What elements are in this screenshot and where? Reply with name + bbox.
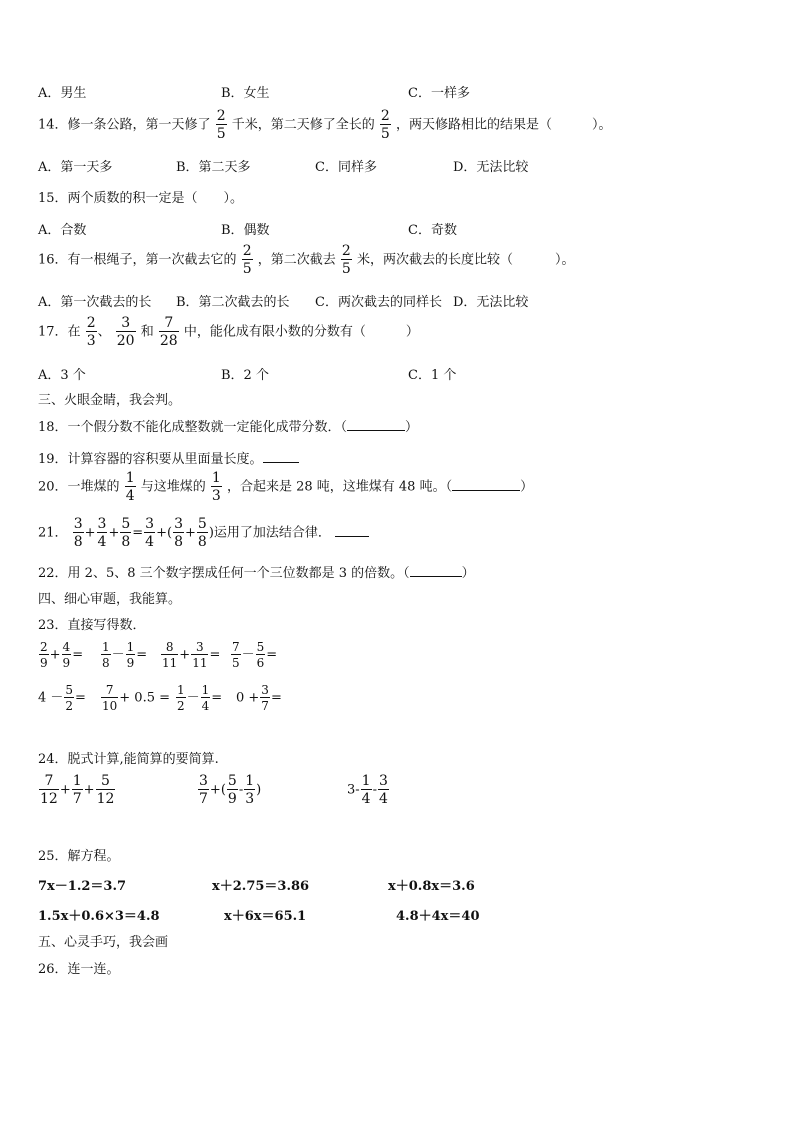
q13-option-c: C．一样多 [408,86,470,101]
q20-end: ） [520,479,534,495]
q14-fraction-1: $\frac{2}{5}$ [216,108,226,142]
q21-frac-c: $\frac{5}{8}$ [121,516,131,550]
question-16 [38,244,575,276]
q15-option-c: C．奇数 [408,223,457,238]
q16-option-a: A．第一次截去的长 [38,295,152,310]
q21-plus-2: + [108,525,120,541]
q21-plus-3: + [184,525,196,541]
q24-title: 24．脱式计算,能简算的要简算. [38,752,219,767]
q17-fraction-1: $\frac{2}{3}$ [86,315,96,349]
section-4-heading: 四、细心审题，我能算。 [38,592,182,607]
q17-option-a: A．3 个 [38,368,86,383]
q16-text-1: 16．有一根绳子，第一次截去它的 [38,252,237,268]
q17-text-1: 17．在 [38,324,81,340]
question-22 [38,562,475,581]
q23-item-6: $\frac{7}{10}$ + 0.5 = [102,683,171,713]
q14-text-4: ）。 [591,117,612,133]
question-18 [38,416,418,435]
q14-option-d: D．无法比较 [453,160,529,175]
q21-paren-open: +( [156,525,173,541]
q13-option-b: B．女生 [221,86,270,101]
q16-text-2: ，第二次截去 [257,252,336,268]
q25-equation-2: x＋2.75＝3.86 [212,879,310,894]
q21-frac-a2: $\frac{3}{8}$ [174,516,183,550]
q23-item-8: 0 + $\frac{3}{7}$ = [236,683,282,713]
question-19 [38,448,299,467]
q17-fraction-3: $\frac{7}{28}$ [159,315,178,349]
q19-answer-blank[interactable] [263,462,299,463]
q21-paren-close: ) [208,525,214,541]
q13-option-a: A．男生 [38,86,87,101]
q18-text: 18．一个假分数不能化成整数就一定能化成带分数．（ [38,420,348,435]
q17-option-c: C．1 个 [408,368,457,383]
q20-text-2: 与这堆煤的 [140,479,206,495]
q16-option-c: C．两次截去的同样长 [315,295,442,310]
q20-fraction-2: $\frac{1}{3}$ [211,470,221,504]
q17-option-b: B．2 个 [221,368,269,383]
q22-text: 22．用 2、5、8 三个数字摆成任何一个三位数都是 3 的倍数。（ [38,566,410,581]
q23-title: 23．直接写得数． [38,618,146,633]
q21-frac-b2: $\frac{3}{4}$ [145,516,155,550]
q16-fraction-1: $\frac{2}{5}$ [242,243,252,277]
q23-item-7: $\frac{1}{2}$ － $\frac{1}{4}$ = [177,683,223,713]
q23-item-4: $\frac{7}{5}$ － $\frac{5}{6}$ = [232,640,278,670]
q21-frac-a: $\frac{3}{8}$ [73,516,83,550]
q25-equation-6: 4.8＋4x＝40 [396,909,480,924]
q14-text-2: 千米，第二天修了全长的 [231,117,375,133]
q14-text-1: 14．修一条公路，第一天修了 [38,117,211,133]
q25-equation-5: x＋6x＝65.1 [224,909,307,924]
question-15: 15．两个质数的积一定是（ ）。 [38,191,244,206]
q21-equals: = [132,525,144,541]
q23-item-2: $\frac{1}{8}$ － $\frac{1}{9}$ = [102,640,148,670]
q21-answer-blank[interactable] [335,536,369,537]
question-26: 26．连一连。 [38,962,120,977]
q14-text-3: ，两天修路相比的结果是（ [395,117,552,133]
q24-expr-1: $\frac{7}{12}$ + $\frac{1}{7}$ + $\frac{5}{12}$ [40,773,115,807]
q23-item-1: $\frac{2}{9}$ + $\frac{4}{9}$ = [40,640,84,670]
q14-fraction-2: $\frac{2}{5}$ [380,108,390,142]
section-5-heading: 五、心灵手巧，我会画 [38,935,169,950]
q21-frac-c2: $\frac{5}{8}$ [197,516,207,550]
question-21 [38,517,369,549]
q18-end: ） [405,420,419,435]
q20-text-3: ，合起来是 28 吨，这堆煤有 48 吨。（ [226,479,453,495]
section-3-heading: 三、火眼金睛，我会判。 [38,393,182,408]
q21-frac-b: $\frac{3}{4}$ [97,516,107,550]
q17-fraction-2: $\frac{3}{20}$ [116,315,135,349]
question-17 [38,316,419,348]
q25-equation-3: x＋0.8x＝3.6 [388,879,475,894]
q16-text-4: ）。 [554,252,575,268]
q14-option-b: B．第二天多 [176,160,251,175]
q25-equation-1: 7x－1.2＝3.7 [38,879,127,894]
q14-option-c: C．同样多 [315,160,377,175]
q19-text: 19．计算容器的容积要从里面量长度。 [38,452,263,467]
q18-answer-blank[interactable] [347,430,405,431]
q14-option-a: A．第一天多 [38,160,113,175]
q21-label: 21． [38,525,68,541]
q16-text-3: 米，两次截去的长度比较（ [356,252,513,268]
q24-expr-3: 3- $\frac{1}{4}$ - $\frac{3}{4}$ [347,773,388,807]
q15-option-b: B．偶数 [221,223,270,238]
q22-answer-blank[interactable] [410,576,462,577]
q21-tail: 运用了加法结合律． [213,525,331,541]
q20-fraction-1: $\frac{1}{4}$ [125,470,135,504]
q23-item-5: 4 － $\frac{5}{2}$ = [38,683,86,713]
q15-option-a: A．合数 [38,223,87,238]
q16-option-d: D．无法比较 [453,295,529,310]
q24-expr-2: $\frac{3}{7}$ +( $\frac{5}{9}$ - $\frac{1}{3}$ ) [199,773,262,807]
question-14 [38,109,612,141]
q25-equation-4: 1.5x＋0.6×3＝4.8 [38,909,160,924]
q20-text-1: 20．一堆煤的 [38,479,120,495]
q20-answer-blank[interactable] [452,490,520,491]
q17-text-2: 中，能化成有限小数的分数有（ [183,324,366,340]
q25-title: 25．解方程。 [38,849,120,864]
q22-end: ） [461,566,475,581]
q17-text-3: ） [405,324,419,340]
q17-sep-2: 和 [140,324,154,340]
q16-option-b: B．第二次截去的长 [176,295,290,310]
q16-fraction-2: $\frac{2}{5}$ [341,243,351,277]
q21-plus-1: + [84,525,96,541]
q23-item-3: $\frac{8}{11}$ + $\frac{3}{11}$ = [162,640,221,670]
question-20 [38,471,533,503]
q17-sep-1: 、 [97,324,111,340]
